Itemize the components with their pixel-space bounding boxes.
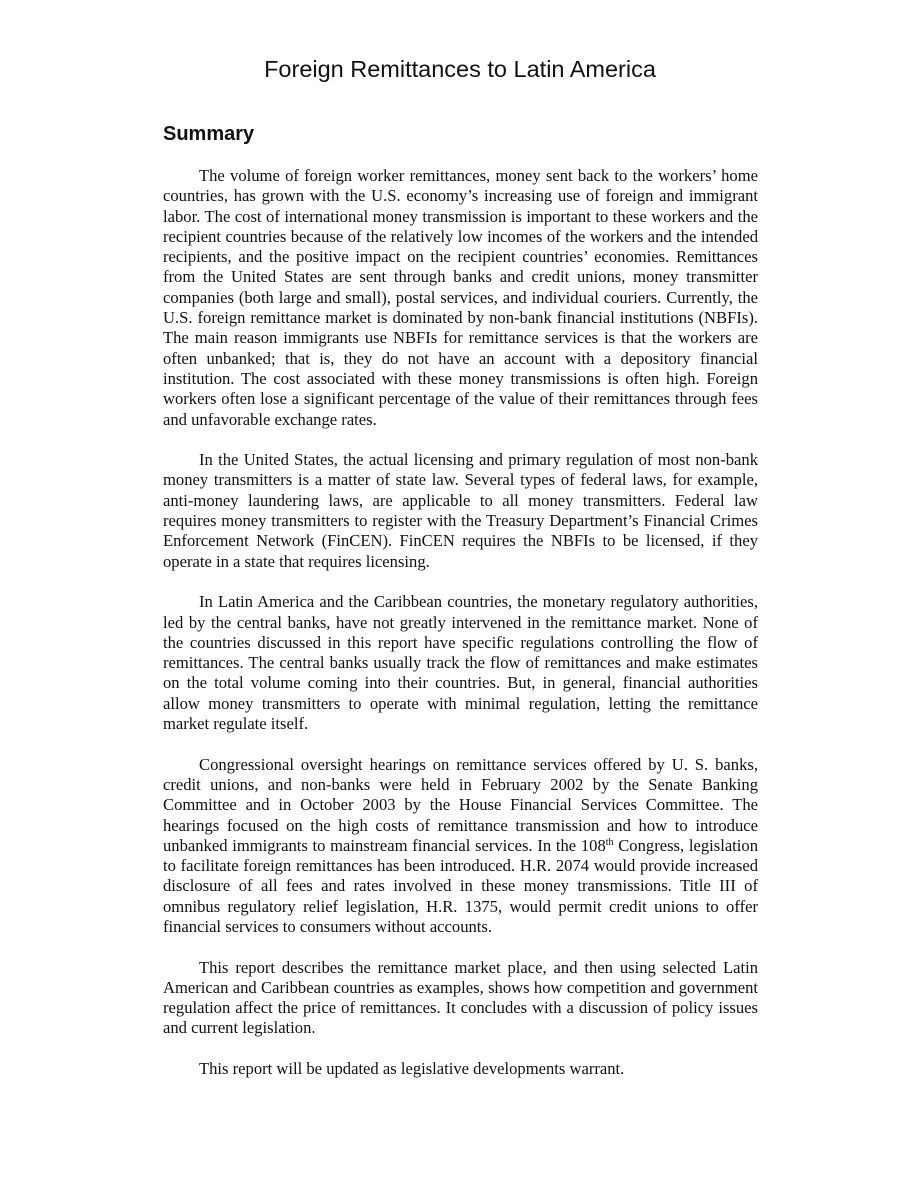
- paragraph-latin-america-regulation: In Latin America and the Caribbean countries, the monetary regulatory authorities, led by the central banks, have not greatly intervened in the remittance market. None of the countries discussed in this report have specific regulations controlling the flow of remittances. The central banks usually track the flow of remittances and make estimates on the total volume coming into their countries. But, in general, financial authorities allow money transmitters to operate with minimal regulation, letting the remittance market regulate itself.: [163, 592, 758, 734]
- paragraph-remittances-overview: The volume of foreign worker remittances, money sent back to the workers’ home countries, has grown with the U.S. economy’s increasing use of foreign and immigrant labor. The cost of international money transmission is important to these workers and the recipient countries because of the relatively low incomes of the workers and the intended recipients, and the positive impact on the recipient countries’ economies. Remittances from the United States are sent through banks and credit unions, money transmitter companies (both large and small), postal services, and individual couriers. Currently, the U.S. foreign remittance market is dominated by non-bank financial institutions (NBFIs). The main reason immigrants use NBFIs for remittance services is that the workers are often unbanked; that is, they do not have an account with a depository financial institution. The cost associated with these money transmissions is often high. Foreign workers often lose a significant percentage of the value of their remittances through fees and unfavorable exchange rates.: [163, 166, 758, 429]
- paragraph-congressional-hearings-part2: Congress, legislation to facilitate foreign remittances has been introduced. H.R. 2074 would provide increased disclosure of all fees and rates involved in these money transmissions. Title III of omnibus regulatory relief legislation, H.R. 1375, would permit credit unions to offer financial services to consumers without accounts.: [163, 835, 758, 936]
- document-title: Foreign Remittances to Latin America: [264, 56, 656, 82]
- summary-body: [163, 166, 758, 1079]
- paragraph-update-note: This report will be updated as legislative developments warrant.: [199, 1059, 625, 1079]
- paragraph-congressional-hearings-part1: Congressional oversight hearings on remittance services offered by U. S. banks, credit unions, and non-banks were held in February 2002 by the Senate Banking Committee and in October 2003 by the House Financial Services Committee. The hearings focused on the high costs of remittance transmission and how to introduce unbanked immigrants to mainstream financial services. In the 108: [163, 754, 758, 855]
- ordinal-superscript: th: [605, 836, 614, 848]
- section-heading-summary: Summary: [163, 123, 255, 145]
- paragraph-report-description: This report describes the remittance market place, and then using selected Latin American and Caribbean countries as examples, shows how competition and government regulation affect the price of remittances. It concludes with a discussion of policy issues and current legislation.: [163, 957, 758, 1038]
- paragraph-congressional-hearings: [163, 755, 758, 938]
- paragraph-us-regulation: In the United States, the actual licensing and primary regulation of most non-bank money transmitters is a matter of state law. Several types of federal laws, for example, anti-money laundering laws, are applicable to all money transmitters. Federal law requires money transmitters to register with the Treasury Department’s Financial Crimes Enforcement Network (FinCEN). FinCEN requires the NBFIs to be licensed, if they operate in a state that requires licensing.: [163, 450, 758, 571]
